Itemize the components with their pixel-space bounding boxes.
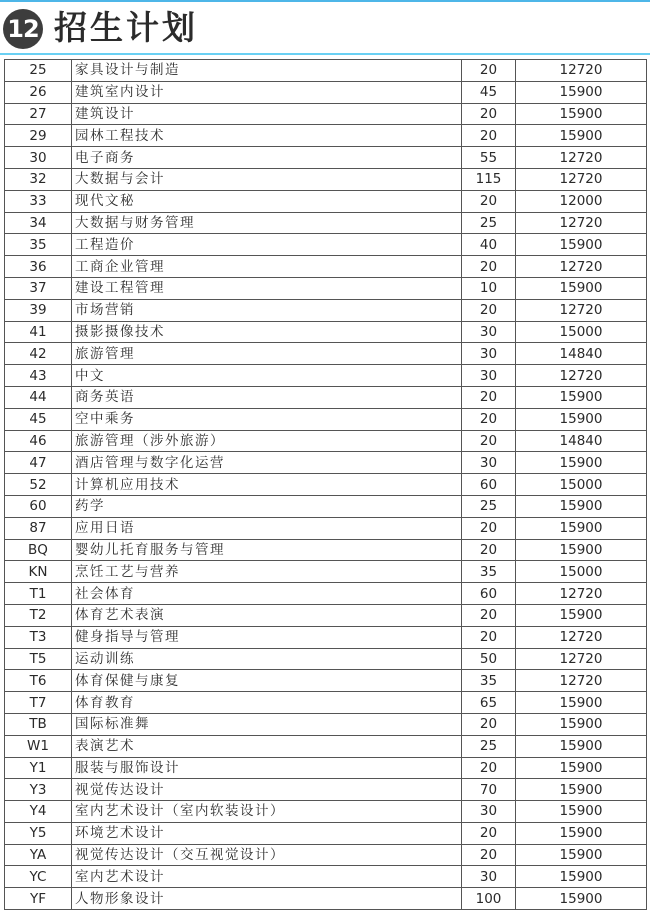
table-row bbox=[5, 147, 647, 169]
tuition-fee-cell: 15900 bbox=[516, 888, 647, 910]
plan-count-cell: 20 bbox=[462, 190, 516, 212]
major-code-cell: 47 bbox=[5, 452, 72, 474]
major-code-cell: 46 bbox=[5, 430, 72, 452]
plan-count-cell: 65 bbox=[462, 692, 516, 714]
plan-count-cell: 20 bbox=[462, 386, 516, 408]
tuition-fee-cell: 15000 bbox=[516, 474, 647, 496]
plan-count-cell: 20 bbox=[462, 408, 516, 430]
page-header bbox=[0, 2, 650, 54]
table-row bbox=[5, 495, 647, 517]
tuition-fee-cell: 15900 bbox=[516, 844, 647, 866]
major-name-cell: 旅游管理 bbox=[72, 343, 462, 365]
major-code-cell: 60 bbox=[5, 495, 72, 517]
table-body bbox=[5, 60, 647, 910]
major-code-cell: YF bbox=[5, 888, 72, 910]
tuition-fee-cell: 15000 bbox=[516, 561, 647, 583]
table-row bbox=[5, 713, 647, 735]
major-code-cell: Y4 bbox=[5, 801, 72, 823]
tuition-fee-cell: 15900 bbox=[516, 408, 647, 430]
table-row bbox=[5, 168, 647, 190]
tuition-fee-cell: 15900 bbox=[516, 103, 647, 125]
major-code-cell: YA bbox=[5, 844, 72, 866]
table-row bbox=[5, 583, 647, 605]
major-name-cell: 家具设计与制造 bbox=[72, 60, 462, 82]
plan-count-cell: 20 bbox=[462, 844, 516, 866]
major-name-cell: 体育艺术表演 bbox=[72, 604, 462, 626]
major-name-cell: 表演艺术 bbox=[72, 735, 462, 757]
tuition-fee-cell: 15900 bbox=[516, 452, 647, 474]
header-divider bbox=[0, 53, 650, 55]
plan-count-cell: 20 bbox=[462, 539, 516, 561]
major-name-cell: 建设工程管理 bbox=[72, 277, 462, 299]
tuition-fee-cell: 15900 bbox=[516, 692, 647, 714]
tuition-fee-cell: 12720 bbox=[516, 583, 647, 605]
major-code-cell: 36 bbox=[5, 256, 72, 278]
table-row bbox=[5, 626, 647, 648]
tuition-fee-cell: 15900 bbox=[516, 604, 647, 626]
major-code-cell: 26 bbox=[5, 81, 72, 103]
table-row bbox=[5, 670, 647, 692]
table-row bbox=[5, 604, 647, 626]
tuition-fee-cell: 15000 bbox=[516, 321, 647, 343]
major-name-cell: 运动训练 bbox=[72, 648, 462, 670]
table-row bbox=[5, 844, 647, 866]
major-name-cell: 健身指导与管理 bbox=[72, 626, 462, 648]
major-code-cell: 35 bbox=[5, 234, 72, 256]
plan-count-cell: 45 bbox=[462, 81, 516, 103]
major-code-cell: 41 bbox=[5, 321, 72, 343]
plan-count-cell: 30 bbox=[462, 452, 516, 474]
tuition-fee-cell: 12720 bbox=[516, 626, 647, 648]
major-name-cell: 市场营销 bbox=[72, 299, 462, 321]
major-name-cell: 体育保健与康复 bbox=[72, 670, 462, 692]
table-row bbox=[5, 212, 647, 234]
major-code-cell: 43 bbox=[5, 365, 72, 387]
tuition-fee-cell: 15900 bbox=[516, 386, 647, 408]
plan-count-cell: 20 bbox=[462, 757, 516, 779]
plan-count-cell: 30 bbox=[462, 365, 516, 387]
tuition-fee-cell: 15900 bbox=[516, 81, 647, 103]
major-name-cell: 环境艺术设计 bbox=[72, 822, 462, 844]
major-name-cell: 大数据与财务管理 bbox=[72, 212, 462, 234]
major-name-cell: 建筑室内设计 bbox=[72, 81, 462, 103]
major-name-cell: 工商企业管理 bbox=[72, 256, 462, 278]
major-code-cell: Y5 bbox=[5, 822, 72, 844]
plan-count-cell: 30 bbox=[462, 801, 516, 823]
major-code-cell: T1 bbox=[5, 583, 72, 605]
tuition-fee-cell: 12720 bbox=[516, 648, 647, 670]
plan-count-cell: 25 bbox=[462, 212, 516, 234]
tuition-fee-cell: 15900 bbox=[516, 277, 647, 299]
major-name-cell: 人物形象设计 bbox=[72, 888, 462, 910]
tuition-fee-cell: 15900 bbox=[516, 866, 647, 888]
plan-count-cell: 20 bbox=[462, 60, 516, 82]
major-name-cell: 空中乘务 bbox=[72, 408, 462, 430]
major-code-cell: 29 bbox=[5, 125, 72, 147]
major-name-cell: 大数据与会计 bbox=[72, 168, 462, 190]
major-code-cell: T5 bbox=[5, 648, 72, 670]
section-number-badge: 12 bbox=[3, 9, 43, 49]
major-code-cell: T3 bbox=[5, 626, 72, 648]
tuition-fee-cell: 12720 bbox=[516, 256, 647, 278]
major-name-cell: 旅游管理（涉外旅游） bbox=[72, 430, 462, 452]
major-name-cell: 中文 bbox=[72, 365, 462, 387]
table-row bbox=[5, 539, 647, 561]
major-code-cell: 39 bbox=[5, 299, 72, 321]
major-code-cell: W1 bbox=[5, 735, 72, 757]
tuition-fee-cell: 15900 bbox=[516, 801, 647, 823]
plan-count-cell: 30 bbox=[462, 866, 516, 888]
table-row bbox=[5, 386, 647, 408]
table-row bbox=[5, 234, 647, 256]
table-row bbox=[5, 692, 647, 714]
plan-count-cell: 40 bbox=[462, 234, 516, 256]
table-row bbox=[5, 190, 647, 212]
tuition-fee-cell: 12720 bbox=[516, 147, 647, 169]
major-code-cell: TB bbox=[5, 713, 72, 735]
plan-count-cell: 25 bbox=[462, 735, 516, 757]
table-row bbox=[5, 125, 647, 147]
table-row bbox=[5, 343, 647, 365]
plan-count-cell: 20 bbox=[462, 430, 516, 452]
tuition-fee-cell: 12720 bbox=[516, 299, 647, 321]
table-row bbox=[5, 430, 647, 452]
major-name-cell: 应用日语 bbox=[72, 517, 462, 539]
plan-count-cell: 35 bbox=[462, 561, 516, 583]
major-code-cell: 27 bbox=[5, 103, 72, 125]
tuition-fee-cell: 15900 bbox=[516, 713, 647, 735]
major-name-cell: 室内艺术设计（室内软装设计） bbox=[72, 801, 462, 823]
table-row bbox=[5, 452, 647, 474]
major-name-cell: 服装与服饰设计 bbox=[72, 757, 462, 779]
plan-count-cell: 20 bbox=[462, 822, 516, 844]
major-code-cell: Y3 bbox=[5, 779, 72, 801]
plan-count-cell: 20 bbox=[462, 713, 516, 735]
tuition-fee-cell: 12720 bbox=[516, 365, 647, 387]
tuition-fee-cell: 15900 bbox=[516, 234, 647, 256]
page-title: 招生计划 bbox=[54, 8, 198, 47]
table-row bbox=[5, 299, 647, 321]
major-name-cell: 婴幼儿托育服务与管理 bbox=[72, 539, 462, 561]
plan-count-cell: 30 bbox=[462, 321, 516, 343]
plan-count-cell: 20 bbox=[462, 103, 516, 125]
major-code-cell: 44 bbox=[5, 386, 72, 408]
tuition-fee-cell: 15900 bbox=[516, 757, 647, 779]
major-code-cell: YC bbox=[5, 866, 72, 888]
plan-count-cell: 20 bbox=[462, 626, 516, 648]
plan-count-cell: 30 bbox=[462, 343, 516, 365]
tuition-fee-cell: 15900 bbox=[516, 495, 647, 517]
table-row bbox=[5, 256, 647, 278]
major-name-cell: 烹饪工艺与营养 bbox=[72, 561, 462, 583]
plan-count-cell: 55 bbox=[462, 147, 516, 169]
table-row bbox=[5, 321, 647, 343]
table-row bbox=[5, 365, 647, 387]
plan-count-cell: 115 bbox=[462, 168, 516, 190]
major-name-cell: 社会体育 bbox=[72, 583, 462, 605]
major-code-cell: T6 bbox=[5, 670, 72, 692]
plan-count-cell: 10 bbox=[462, 277, 516, 299]
plan-count-cell: 20 bbox=[462, 125, 516, 147]
major-code-cell: T7 bbox=[5, 692, 72, 714]
major-code-cell: 87 bbox=[5, 517, 72, 539]
tuition-fee-cell: 12000 bbox=[516, 190, 647, 212]
tuition-fee-cell: 12720 bbox=[516, 168, 647, 190]
table-row bbox=[5, 277, 647, 299]
table-row bbox=[5, 757, 647, 779]
tuition-fee-cell: 15900 bbox=[516, 822, 647, 844]
major-code-cell: 52 bbox=[5, 474, 72, 496]
major-name-cell: 药学 bbox=[72, 495, 462, 517]
plan-count-cell: 100 bbox=[462, 888, 516, 910]
table-row bbox=[5, 408, 647, 430]
major-name-cell: 现代文秘 bbox=[72, 190, 462, 212]
table-row bbox=[5, 474, 647, 496]
table-row bbox=[5, 103, 647, 125]
table-row bbox=[5, 81, 647, 103]
tuition-fee-cell: 15900 bbox=[516, 779, 647, 801]
plan-count-cell: 20 bbox=[462, 299, 516, 321]
table-row bbox=[5, 801, 647, 823]
major-name-cell: 室内艺术设计 bbox=[72, 866, 462, 888]
major-code-cell: T2 bbox=[5, 604, 72, 626]
tuition-fee-cell: 14840 bbox=[516, 430, 647, 452]
table-row bbox=[5, 735, 647, 757]
plan-count-cell: 25 bbox=[462, 495, 516, 517]
major-name-cell: 酒店管理与数字化运营 bbox=[72, 452, 462, 474]
enrollment-plan-table bbox=[4, 59, 647, 910]
major-name-cell: 商务英语 bbox=[72, 386, 462, 408]
tuition-fee-cell: 15900 bbox=[516, 125, 647, 147]
table-row bbox=[5, 60, 647, 82]
table-row bbox=[5, 648, 647, 670]
major-code-cell: 42 bbox=[5, 343, 72, 365]
table-row bbox=[5, 822, 647, 844]
plan-count-cell: 70 bbox=[462, 779, 516, 801]
major-name-cell: 计算机应用技术 bbox=[72, 474, 462, 496]
major-name-cell: 园林工程技术 bbox=[72, 125, 462, 147]
major-name-cell: 国际标准舞 bbox=[72, 713, 462, 735]
major-code-cell: BQ bbox=[5, 539, 72, 561]
major-name-cell: 电子商务 bbox=[72, 147, 462, 169]
tuition-fee-cell: 15900 bbox=[516, 517, 647, 539]
plan-count-cell: 20 bbox=[462, 604, 516, 626]
plan-count-cell: 35 bbox=[462, 670, 516, 692]
major-code-cell: 45 bbox=[5, 408, 72, 430]
major-code-cell: 30 bbox=[5, 147, 72, 169]
major-name-cell: 工程造价 bbox=[72, 234, 462, 256]
major-code-cell: 34 bbox=[5, 212, 72, 234]
table-row bbox=[5, 779, 647, 801]
table-row bbox=[5, 561, 647, 583]
plan-count-cell: 60 bbox=[462, 474, 516, 496]
plan-count-cell: 20 bbox=[462, 517, 516, 539]
tuition-fee-cell: 12720 bbox=[516, 212, 647, 234]
major-name-cell: 建筑设计 bbox=[72, 103, 462, 125]
plan-count-cell: 50 bbox=[462, 648, 516, 670]
major-code-cell: KN bbox=[5, 561, 72, 583]
major-code-cell: Y1 bbox=[5, 757, 72, 779]
major-code-cell: 37 bbox=[5, 277, 72, 299]
tuition-fee-cell: 12720 bbox=[516, 60, 647, 82]
table-row bbox=[5, 888, 647, 910]
major-code-cell: 25 bbox=[5, 60, 72, 82]
major-name-cell: 视觉传达设计（交互视觉设计） bbox=[72, 844, 462, 866]
major-name-cell: 体育教育 bbox=[72, 692, 462, 714]
tuition-fee-cell: 15900 bbox=[516, 735, 647, 757]
table-row bbox=[5, 517, 647, 539]
major-name-cell: 视觉传达设计 bbox=[72, 779, 462, 801]
major-code-cell: 32 bbox=[5, 168, 72, 190]
tuition-fee-cell: 15900 bbox=[516, 539, 647, 561]
major-code-cell: 33 bbox=[5, 190, 72, 212]
table-row bbox=[5, 866, 647, 888]
plan-count-cell: 60 bbox=[462, 583, 516, 605]
major-name-cell: 摄影摄像技术 bbox=[72, 321, 462, 343]
plan-count-cell: 20 bbox=[462, 256, 516, 278]
tuition-fee-cell: 14840 bbox=[516, 343, 647, 365]
tuition-fee-cell: 12720 bbox=[516, 670, 647, 692]
